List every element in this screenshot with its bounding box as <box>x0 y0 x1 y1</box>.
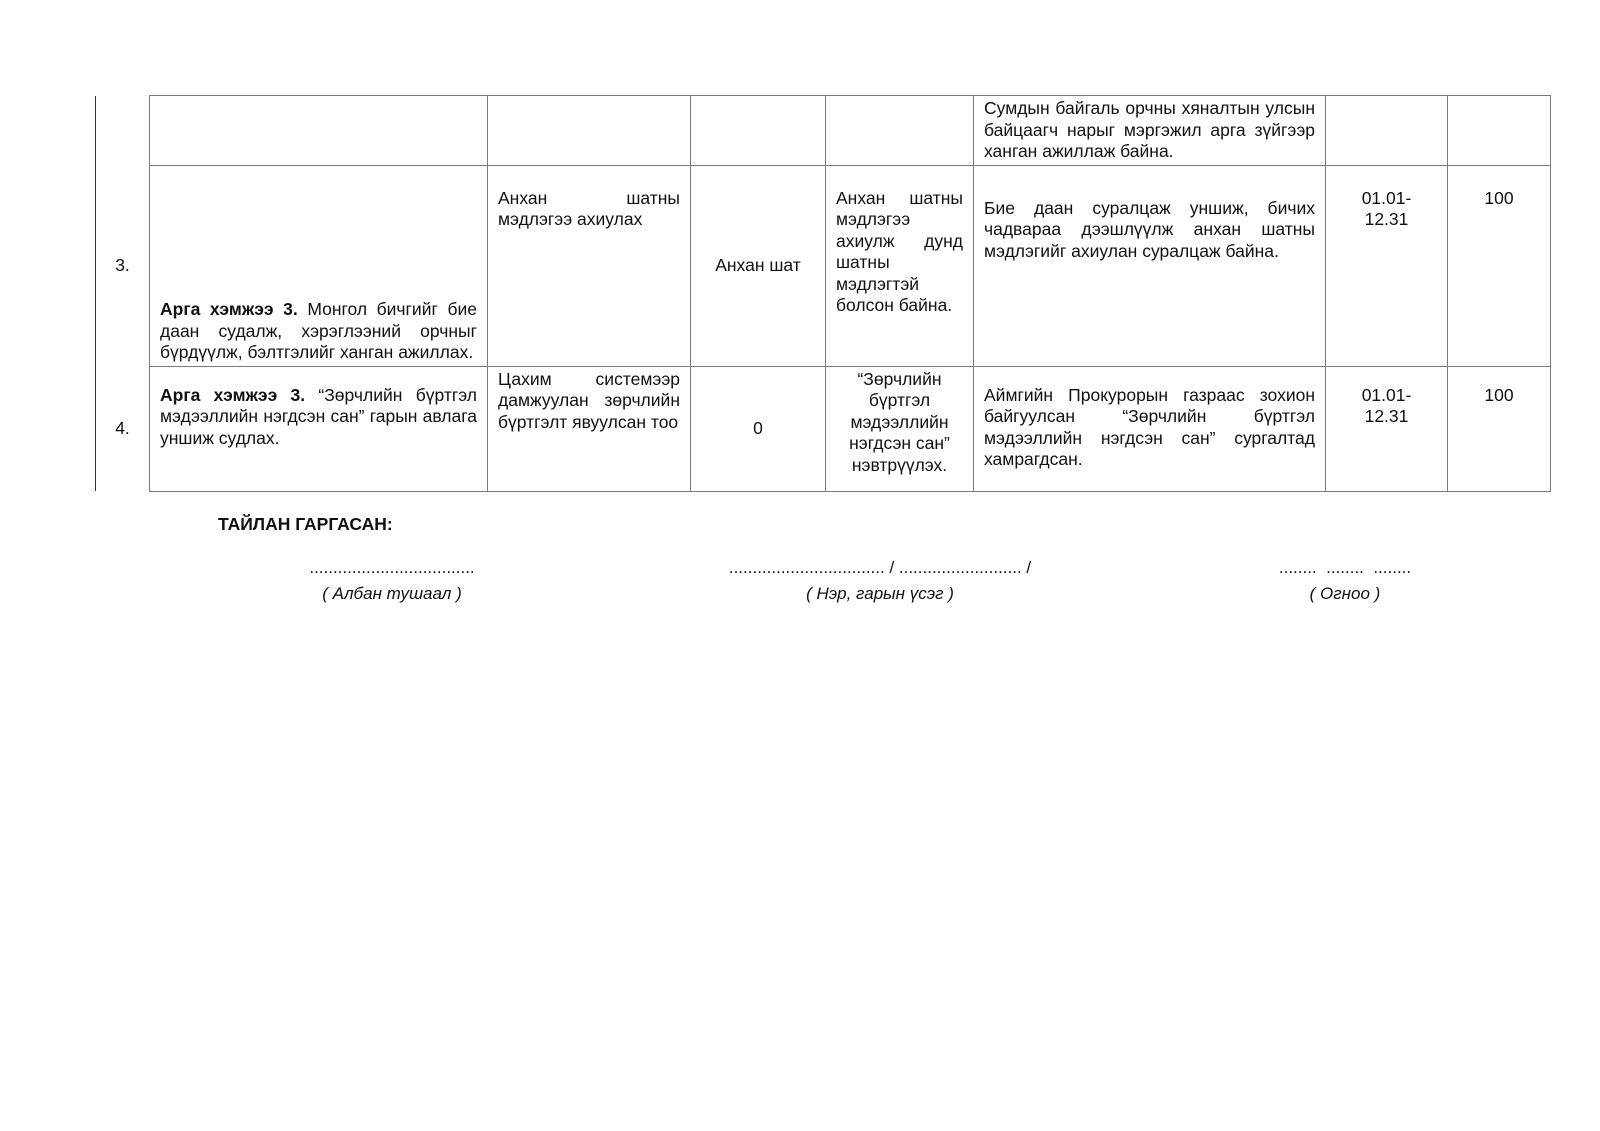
baseline-cell: 0 <box>691 366 826 491</box>
table-row <box>96 366 1551 491</box>
action-cell <box>150 96 488 166</box>
baseline-cell: Анхан шат <box>691 165 826 366</box>
action-cell <box>150 165 488 366</box>
report-title: ТАЙЛАН ГАРГАСАН: <box>218 514 393 534</box>
action-text: Монгол бичгийг бие даан судалж, хэрэглээний орчныг бүрдүүлж, бэлтгэлийг ханган ажиллах. <box>160 299 477 362</box>
target-cell: Анхан шатны мэдлэгээ ахиулж дунд шатны мэдлэгтэй болсон байна. <box>826 165 974 366</box>
position-dots: ................................... <box>309 558 475 577</box>
action-text: “Зөрчлийн бүртгэл мэдээллийн нэгдсэн сан” гарын авлага уншиж судлах. <box>160 384 477 448</box>
row-number: 3. <box>96 165 150 366</box>
name-caption: ( Нэр, гарын үсэг ) <box>806 584 954 603</box>
row-number <box>96 96 150 166</box>
result-cell: Аймгийн Прокурорын газраас зохион байгуулсан “Зөрчлийн бүртгэл мэдээллийн нэгдсэн сан” сургалтад хамрагдсан. <box>974 366 1326 491</box>
target-cell <box>826 96 974 166</box>
action-plan-table <box>95 95 1551 492</box>
date-signature-block <box>1245 558 1445 604</box>
date-cell <box>1326 96 1448 166</box>
row-number: 4. <box>96 366 150 491</box>
indicator-cell: Анхан шатны мэдлэгээ ахиулах <box>488 165 691 366</box>
table-row <box>96 165 1551 366</box>
percent-cell: 100 <box>1448 165 1551 366</box>
date-cell: 01.01- 12.31 <box>1326 165 1448 366</box>
table-row <box>96 96 1551 166</box>
date-dots: ........ ........ ........ <box>1278 558 1412 577</box>
action-cell <box>150 366 488 491</box>
position-caption: ( Албан тушаал ) <box>322 584 462 603</box>
target-cell: “Зөрчлийн бүртгэл мэдээллийн нэгдсэн сан” нэвтрүүлэх. <box>826 366 974 491</box>
indicator-cell <box>488 96 691 166</box>
date-cell: 01.01- 12.31 <box>1326 366 1448 491</box>
action-title: Арга хэмжээ 3. <box>160 384 306 405</box>
name-dots: ................................. / .......................... / <box>728 558 1032 577</box>
date-caption: ( Огноо ) <box>1309 584 1381 603</box>
position-signature-block <box>282 558 502 604</box>
result-cell: Сумдын байгаль орчны хяналтын улсын байцаагч нарыг мэргэжил арга зүйгээр ханган ажиллаж байна. <box>974 96 1326 166</box>
result-cell: Бие даан суралцаж уншиж, бичих чадвараа дээшлүүлж анхан шатны мэдлэгийг ахиулан суралцаж байна. <box>974 165 1326 366</box>
action-title: Арга хэмжээ 3. <box>160 299 298 319</box>
percent-cell: 100 <box>1448 366 1551 491</box>
percent-cell <box>1448 96 1551 166</box>
indicator-cell: Цахим системээр дамжуулан зөрчлийн бүртгэлт явуулсан тоо <box>488 366 691 491</box>
name-signature-block <box>700 558 1060 604</box>
baseline-cell <box>691 96 826 166</box>
